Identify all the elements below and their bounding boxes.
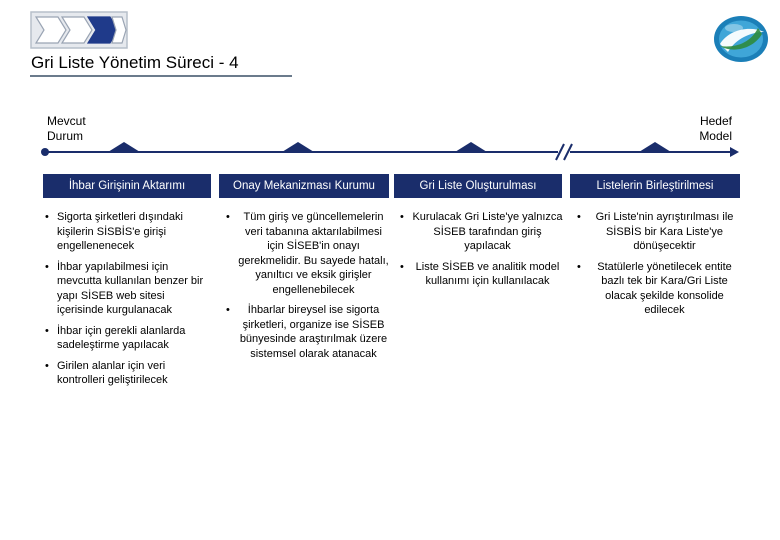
- timeline-marker-1: [108, 142, 140, 152]
- current-state-line-2: Durum: [47, 129, 84, 143]
- list-item: • İhbar yapılabilmesi için mevcutta kullanılan benzer bir yapı SİSEB web sitesi içerisinde kurgulanacak: [38, 260, 208, 318]
- target-model-line-1: Hedef: [699, 114, 732, 128]
- timeline-marker-2: [282, 142, 314, 152]
- timeline-arrowhead: [730, 147, 739, 157]
- timeline-start-dot: [41, 148, 49, 156]
- list-item: • Kurulacak Gri Liste'ye yalnızca SİSEB tarafından giriş yapılacak: [393, 210, 563, 254]
- current-state-line-1: Mevcut: [47, 114, 86, 128]
- list-item: • Liste SİSEB ve analitik model kullanımı için kullanılacak: [393, 260, 563, 289]
- chevron-process-icon: [30, 11, 130, 49]
- title-underline: [30, 75, 292, 77]
- target-model-line-2: Model: [699, 129, 732, 143]
- list-item: • Girilen alanlar için veri kontrolleri geliştirilecek: [38, 359, 208, 388]
- column-heading-3: Gri Liste Oluşturulması: [394, 174, 562, 198]
- list-item: • İhbar için gerekli alanlarda sadeleştirme yapılacak: [38, 324, 208, 353]
- list-item: • Gri Liste'nin ayrıştırılması ile SİSBİS bir Kara Liste'ye dönüşecektir: [570, 210, 740, 254]
- list-item: • Statülerle yönetilecek entite bazlı tek bir Kara/Gri Liste olacak şekilde konsolide edilecek: [570, 260, 740, 318]
- page-title: Gri Liste Yönetim Süreci - 4: [31, 53, 239, 72]
- column-4-bullets: [570, 210, 740, 324]
- column-heading-1: İhbar Girişinin Aktarımı: [43, 174, 211, 198]
- column-heading-2: Onay Mekanizması Kurumu: [219, 174, 389, 198]
- timeline-marker-4: [639, 142, 671, 152]
- timeline-marker-3: [455, 142, 487, 152]
- column-heading-4: Listelerin Birleştirilmesi: [570, 174, 740, 198]
- timeline: [40, 140, 740, 166]
- column-1-bullets: [38, 210, 208, 394]
- list-item: • İhbarlar bireysel ise sigorta şirketleri, organize ise SİSEB bünyesinde araştırılmak üzere sistemsel olarak atanacak: [219, 303, 389, 361]
- swirl-logo-icon: [712, 14, 770, 64]
- list-item: • Tüm giriş ve güncellemelerin veri tabanına aktarılabilmesi için SİSEB'in onayı gerekmelidir. Bu sayede hatalı, yanıltıcı ve eksik girişler engellenebilecek: [219, 210, 389, 297]
- column-3-bullets: [393, 210, 563, 295]
- column-2-bullets: [219, 210, 389, 367]
- list-item: • Sigorta şirketleri dışındaki kişilerin SİSBİS'e girişi engellenenecek: [38, 210, 208, 254]
